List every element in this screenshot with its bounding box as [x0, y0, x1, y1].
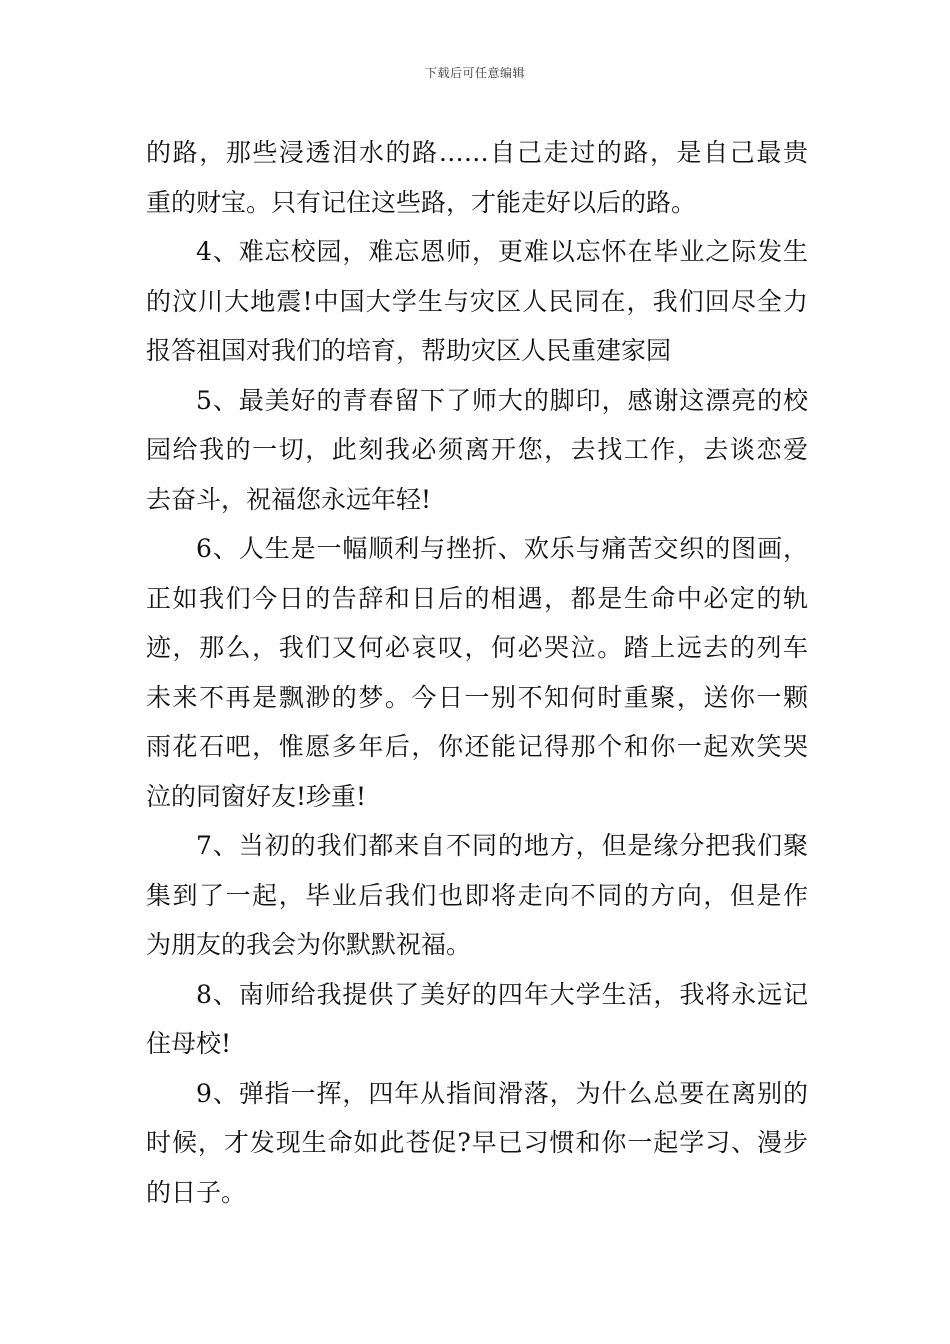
text-line: 的路，那些浸透泪水的路……自己走过的路，是自己最贵	[146, 138, 808, 167]
text-line: 的汶川大地震!中国大学生与灾区人民同在，我们回尽全力	[146, 286, 808, 316]
text-line: 集到了一起，毕业后我们也即将走向不同的方向，但是作	[146, 880, 808, 910]
text-line: 报答祖国对我们的培育，帮助灾区人民重建家园	[146, 336, 672, 365]
paragraph-start-6: 6、人生是一幅顺利与挫折、欢乐与痛苦交织的图画，	[196, 534, 808, 563]
document-body	[146, 128, 808, 1217]
paragraph-start-8: 8、南师给我提供了美好的四年大学生活，我将永远记	[196, 979, 808, 1009]
text-line: 园给我的一切，此刻我必须离开您，去找工作，去谈恋爱	[146, 435, 808, 464]
text-line: 住母校!	[146, 1029, 232, 1058]
paragraph-start-4: 4、难忘校园，难忘恩师，更难以忘怀在毕业之际发生	[196, 237, 808, 266]
text-line: 时候，才发现生命如此苍促?早已习惯和你一起学习、漫步	[146, 1128, 808, 1157]
text-line: 迹，那么，我们又何必哀叹，何必哭泣。踏上远去的列车	[146, 633, 808, 662]
text-line: 雨花石吧，惟愿多年后，你还能记得那个和你一起欢笑哭	[146, 732, 808, 761]
paragraph-start-7: 7、当初的我们都来自不同的地方，但是缘分把我们聚	[196, 831, 808, 860]
text-line: 未来不再是飘渺的梦。今日一别不知何时重聚，送你一颗	[146, 682, 808, 712]
text-line: 泣的同窗好友!珍重!	[146, 781, 367, 811]
text-line: 的日子。	[146, 1177, 247, 1207]
text-line: 为朋友的我会为你默默祝福。	[146, 930, 472, 959]
paragraph-start-5: 5、最美好的青春留下了师大的脚印，感谢这漂亮的校	[196, 385, 808, 415]
text-line: 重的财宝。只有记住这些路，才能走好以后的路。	[146, 187, 697, 217]
text-line: 正如我们今日的告辞和日后的相遇，都是生命中必定的轨	[146, 583, 808, 613]
text-line: 去奋斗，祝福您永远年轻!	[146, 484, 432, 514]
page-header: 下载后可任意编辑	[424, 66, 525, 80]
paragraph-start-9: 9、弹指一挥，四年从指间滑落，为什么总要在离别的	[196, 1078, 808, 1108]
